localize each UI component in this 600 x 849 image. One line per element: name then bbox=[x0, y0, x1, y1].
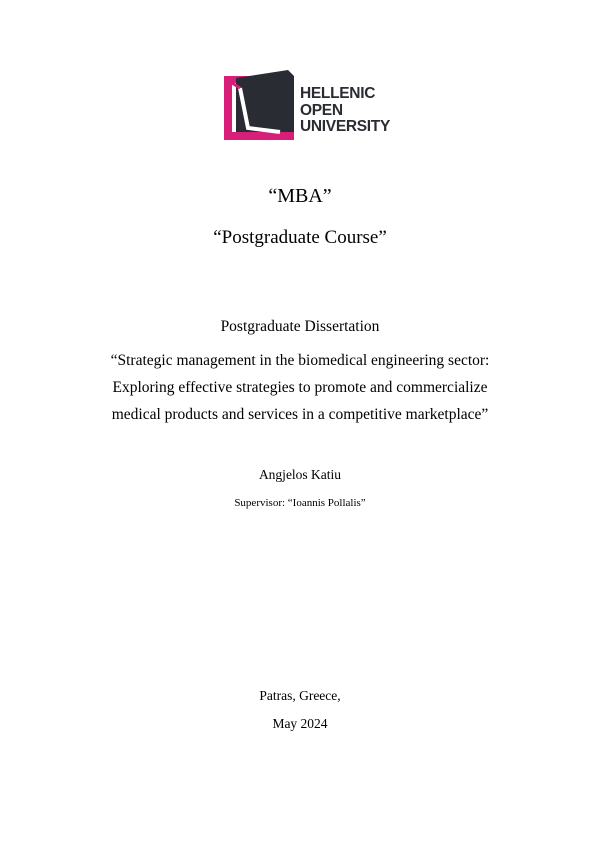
logo-line-3: UNIVERSITY bbox=[300, 118, 391, 135]
program-name: “MBA” bbox=[268, 185, 332, 207]
dissertation-title bbox=[0, 347, 600, 428]
supervisor-name: Supervisor: “Ioannis Pollalis” bbox=[234, 497, 366, 509]
title-line-3: medical products and services in a competitive marketplace” bbox=[111, 406, 489, 423]
author-name: Angjelos Katiu bbox=[258, 467, 342, 482]
logo-line-1: HELLENIC bbox=[300, 85, 376, 102]
title-line-2: Exploring effective strategies to promote and commercialize bbox=[112, 379, 488, 396]
university-emblem-icon bbox=[224, 70, 296, 146]
university-name bbox=[300, 86, 390, 136]
date: May 2024 bbox=[272, 716, 328, 731]
place: Patras, Greece, bbox=[259, 688, 341, 703]
university-logo bbox=[224, 70, 394, 146]
dissertation-type: Postgraduate Dissertation bbox=[220, 318, 380, 335]
course-name: “Postgraduate Course” bbox=[213, 227, 387, 248]
logo-line-2: OPEN bbox=[300, 101, 343, 119]
title-line-1: “Strategic management in the biomedical engineering sector: bbox=[110, 352, 490, 369]
